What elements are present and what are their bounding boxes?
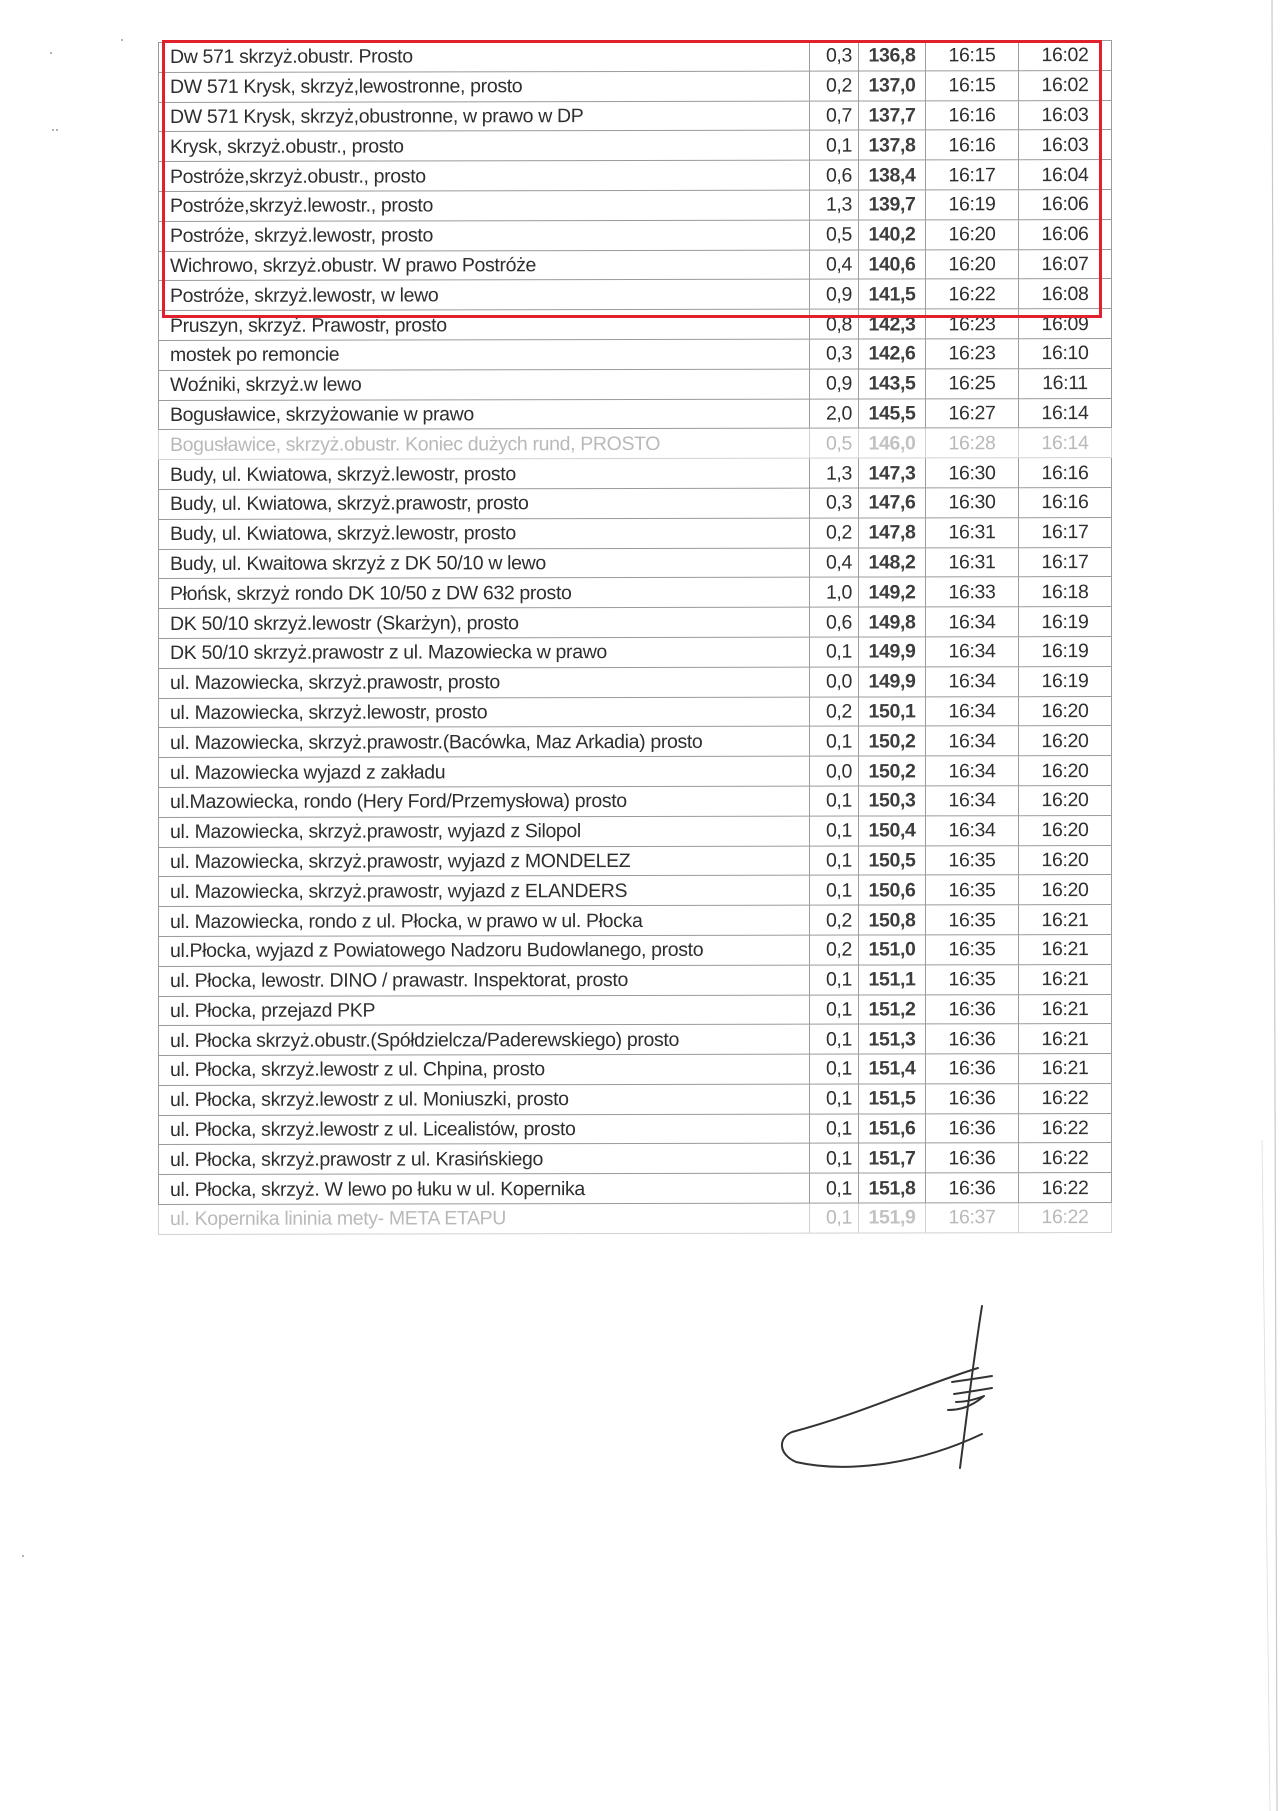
- table-row: [159, 219, 1112, 251]
- time-fast: 16:02: [1019, 41, 1112, 71]
- time-slow: 16:36: [926, 1054, 1019, 1084]
- time-fast: 16:17: [1019, 517, 1112, 547]
- cumulative-distance: 140,2: [859, 220, 926, 250]
- waypoint-description: Postróże, skrzyż.lewostr, prosto: [159, 220, 810, 251]
- waypoint-description: ul. Płocka, skrzyż.lewostr z ul. Chpina, prosto: [159, 1054, 810, 1085]
- table-row: [159, 994, 1112, 1026]
- table-row: [159, 815, 1112, 847]
- scan-speck: [50, 52, 52, 54]
- segment-distance: 0,1: [810, 637, 859, 667]
- time-slow: 16:34: [926, 786, 1019, 816]
- time-slow: 16:35: [926, 935, 1019, 965]
- time-fast: 16:21: [1019, 934, 1112, 964]
- time-fast: 16:22: [1019, 1173, 1112, 1203]
- cumulative-distance: 150,2: [859, 756, 926, 786]
- cumulative-distance: 147,8: [859, 518, 926, 548]
- waypoint-description: DK 50/10 skrzyż.prawostr z ul. Mazowiecka w prawo: [159, 637, 810, 668]
- waypoint-description: ul. Płocka skrzyż.obustr.(Spółdzielcza/Paderewskiego) prosto: [159, 1024, 810, 1055]
- table-row: [159, 607, 1112, 639]
- time-slow: 16:19: [926, 190, 1019, 220]
- cumulative-distance: 151,2: [859, 994, 926, 1024]
- scan-speck: [121, 39, 123, 41]
- cumulative-distance: 150,2: [859, 726, 926, 756]
- waypoint-description: Budy, ul. Kwiatowa, skrzyż.prawostr, prosto: [159, 488, 810, 519]
- waypoint-description: ul. Mazowiecka wyjazd z zakładu: [159, 756, 810, 787]
- time-slow: 16:30: [926, 458, 1019, 488]
- time-slow: 16:17: [926, 160, 1019, 190]
- cumulative-distance: 151,1: [859, 965, 926, 995]
- table-row: [159, 1054, 1112, 1086]
- table-row: [159, 160, 1112, 192]
- waypoint-description: ul. Płocka, skrzyż.prawostr z ul. Krasińskiego: [159, 1144, 810, 1175]
- time-slow: 16:34: [926, 756, 1019, 786]
- waypoint-description: Budy, ul. Kwiatowa, skrzyż.lewostr, prosto: [159, 518, 810, 549]
- cumulative-distance: 140,6: [859, 249, 926, 279]
- cumulative-distance: 149,2: [859, 577, 926, 607]
- cumulative-distance: 149,8: [859, 607, 926, 637]
- time-fast: 16:22: [1019, 1113, 1112, 1143]
- time-fast: 16:17: [1019, 547, 1112, 577]
- time-fast: 16:09: [1019, 309, 1112, 339]
- table-row: [159, 726, 1112, 758]
- time-fast: 16:03: [1019, 130, 1112, 160]
- scan-speck: [52, 129, 54, 131]
- waypoint-description: Bogusławice, skrzyżowanie w prawo: [159, 399, 810, 430]
- cumulative-distance: 151,9: [859, 1203, 926, 1233]
- table-row: [159, 636, 1112, 668]
- time-fast: 16:03: [1019, 100, 1112, 130]
- segment-distance: 0,6: [810, 160, 859, 190]
- waypoint-description: ul. Płocka, skrzyż.lewostr z ul. Licealistów, prosto: [159, 1114, 810, 1145]
- time-slow: 16:36: [926, 1084, 1019, 1114]
- segment-distance: 1,0: [810, 577, 859, 607]
- time-slow: 16:30: [926, 488, 1019, 518]
- waypoint-description: ul. Płocka, skrzyż. W lewo po łuku w ul. Kopernika: [159, 1173, 810, 1204]
- waypoint-description: ul.Mazowiecka, rondo (Hery Ford/Przemysłowa) prosto: [159, 786, 810, 817]
- cumulative-distance: 149,9: [859, 667, 926, 697]
- time-slow: 16:35: [926, 845, 1019, 875]
- table-row: [159, 905, 1112, 937]
- time-slow: 16:35: [926, 964, 1019, 994]
- table-row: [159, 577, 1112, 609]
- segment-distance: 0,1: [810, 1144, 859, 1174]
- waypoint-description: mostek po remoncie: [159, 339, 810, 370]
- waypoint-description: ul. Mazowiecka, rondo z ul. Płocka, w prawo w ul. Płocka: [159, 905, 810, 936]
- time-slow: 16:15: [926, 70, 1019, 100]
- table-row: [159, 249, 1112, 281]
- segment-distance: 0,2: [810, 518, 859, 548]
- time-fast: 16:11: [1019, 368, 1112, 398]
- cumulative-distance: 151,5: [859, 1084, 926, 1114]
- cumulative-distance: 150,6: [859, 875, 926, 905]
- waypoint-description: Krysk, skrzyż.obustr., prosto: [159, 131, 810, 162]
- table-row: [159, 696, 1112, 728]
- table-row: [159, 309, 1112, 341]
- time-slow: 16:15: [926, 41, 1019, 71]
- waypoint-description: Budy, ul. Kwaitowa skrzyż z DK 50/10 w lewo: [159, 548, 810, 579]
- cumulative-distance: 151,4: [859, 1054, 926, 1084]
- segment-distance: 0,4: [810, 250, 859, 280]
- waypoint-description: Pruszyn, skrzyż. Prawostr, prosto: [159, 309, 810, 340]
- time-fast: 16:02: [1019, 70, 1112, 100]
- segment-distance: 0,2: [810, 697, 859, 727]
- time-slow: 16:34: [926, 696, 1019, 726]
- segment-distance: 0,5: [810, 220, 859, 250]
- cumulative-distance: 143,5: [859, 369, 926, 399]
- table-row: [159, 100, 1112, 132]
- time-fast: 16:21: [1019, 1054, 1112, 1084]
- cumulative-distance: 147,6: [859, 488, 926, 518]
- waypoint-description: ul. Mazowiecka, skrzyż.prawostr, wyjazd z Silopol: [159, 816, 810, 847]
- cumulative-distance: 151,6: [859, 1114, 926, 1144]
- time-fast: 16:21: [1019, 905, 1112, 935]
- time-fast: 16:20: [1019, 845, 1112, 875]
- time-fast: 16:06: [1019, 189, 1112, 219]
- waypoint-description: ul. Mazowiecka, skrzyż.prawostr, wyjazd z MONDELEZ: [159, 846, 810, 877]
- segment-distance: 0,8: [810, 309, 859, 339]
- segment-distance: 1,3: [810, 190, 859, 220]
- waypoint-description: DW 571 Krysk, skrzyż,obustronne, w prawo w DP: [159, 101, 810, 132]
- time-slow: 16:36: [926, 994, 1019, 1024]
- time-slow: 16:23: [926, 339, 1019, 369]
- waypoint-description: ul. Mazowiecka, skrzyż.lewostr, prosto: [159, 697, 810, 728]
- segment-distance: 0,1: [810, 965, 859, 995]
- waypoint-description: ul. Mazowiecka, skrzyż.prawostr.(Bacówka, Maz Arkadia) prosto: [159, 726, 810, 757]
- time-slow: 16:36: [926, 1173, 1019, 1203]
- table-row: [159, 547, 1112, 579]
- time-fast: 16:20: [1019, 726, 1112, 756]
- time-slow: 16:37: [926, 1203, 1019, 1233]
- segment-distance: 0,1: [810, 816, 859, 846]
- segment-distance: 0,1: [810, 786, 859, 816]
- segment-distance: 0,1: [810, 130, 859, 160]
- table-row: [159, 70, 1112, 102]
- time-fast: 16:20: [1019, 875, 1112, 905]
- waypoint-description: ul. Płocka, lewostr. DINO / prawastr. Inspektorat, prosto: [159, 965, 810, 996]
- cumulative-distance: 136,8: [859, 41, 926, 71]
- waypoint-description: Dw 571 skrzyż.obustr. Prosto: [159, 41, 810, 72]
- segment-distance: 0,7: [810, 101, 859, 131]
- time-fast: 16:22: [1019, 1203, 1112, 1233]
- segment-distance: 0,1: [810, 1054, 859, 1084]
- time-fast: 16:21: [1019, 1024, 1112, 1054]
- time-fast: 16:19: [1019, 607, 1112, 637]
- waypoint-description: Płońsk, skrzyż rondo DK 10/50 z DW 632 prosto: [159, 577, 810, 608]
- time-slow: 16:36: [926, 1143, 1019, 1173]
- time-slow: 16:16: [926, 100, 1019, 130]
- cumulative-distance: 141,5: [859, 279, 926, 309]
- time-slow: 16:35: [926, 875, 1019, 905]
- waypoint-description: ul.Płocka, wyjazd z Powiatowego Nadzoru Budowlanego, prosto: [159, 935, 810, 966]
- table-row: [159, 964, 1112, 996]
- time-slow: 16:34: [926, 607, 1019, 637]
- table-row: [159, 666, 1112, 698]
- cumulative-distance: 147,3: [859, 458, 926, 488]
- cumulative-distance: 142,6: [859, 339, 926, 369]
- segment-distance: 0,1: [810, 726, 859, 756]
- time-slow: 16:22: [926, 279, 1019, 309]
- waypoint-description: ul. Mazowiecka, skrzyż.prawostr, prosto: [159, 667, 810, 698]
- time-slow: 16:34: [926, 637, 1019, 667]
- table-row: [159, 189, 1112, 221]
- time-fast: 16:20: [1019, 696, 1112, 726]
- segment-distance: 0,2: [810, 935, 859, 965]
- cumulative-distance: 150,4: [859, 816, 926, 846]
- table-row: [159, 845, 1112, 877]
- segment-distance: 0,6: [810, 607, 859, 637]
- table-row: [159, 1203, 1112, 1235]
- route-table-body: [159, 41, 1112, 1235]
- time-slow: 16:23: [926, 309, 1019, 339]
- time-fast: 16:18: [1019, 577, 1112, 607]
- waypoint-description: Woźniki, skrzyż.w lewo: [159, 369, 810, 400]
- waypoint-description: Bogusławice, skrzyż.obustr. Koniec dużych rund, PROSTO: [159, 428, 810, 459]
- cumulative-distance: 150,1: [859, 696, 926, 726]
- waypoint-description: Postróże,skrzyż.obustr., prosto: [159, 160, 810, 191]
- table-row: [159, 398, 1112, 430]
- cumulative-distance: 150,5: [859, 845, 926, 875]
- table-row: [159, 756, 1112, 788]
- time-slow: 16:35: [926, 905, 1019, 935]
- waypoint-description: DW 571 Krysk, skrzyż,lewostronne, prosto: [159, 71, 810, 102]
- cumulative-distance: 137,0: [859, 71, 926, 101]
- cumulative-distance: 151,0: [859, 935, 926, 965]
- cumulative-distance: 150,3: [859, 786, 926, 816]
- segment-distance: 0,1: [810, 1024, 859, 1054]
- cumulative-distance: 150,8: [859, 905, 926, 935]
- segment-distance: 1,3: [810, 458, 859, 488]
- cumulative-distance: 148,2: [859, 547, 926, 577]
- segment-distance: 0,3: [810, 339, 859, 369]
- time-slow: 16:34: [926, 726, 1019, 756]
- table-row: [159, 517, 1112, 549]
- waypoint-description: ul. Płocka, skrzyż.lewostr z ul. Moniuszki, prosto: [159, 1084, 810, 1115]
- table-row: [159, 279, 1112, 311]
- time-fast: 16:16: [1019, 458, 1112, 488]
- table-row: [159, 368, 1112, 400]
- table-row: [159, 785, 1112, 817]
- time-fast: 16:21: [1019, 994, 1112, 1024]
- segment-distance: 0,1: [810, 846, 859, 876]
- time-fast: 16:20: [1019, 785, 1112, 815]
- time-slow: 16:28: [926, 428, 1019, 458]
- waypoint-description: DK 50/10 skrzyż.lewostr (Skarżyn), prosto: [159, 607, 810, 638]
- time-fast: 16:14: [1019, 398, 1112, 428]
- segment-distance: 0,1: [810, 1114, 859, 1144]
- waypoint-description: ul. Kopernika lininia mety- META ETAPU: [159, 1203, 810, 1234]
- table-row: [159, 487, 1112, 519]
- time-fast: 16:10: [1019, 338, 1112, 368]
- table-row: [159, 1113, 1112, 1145]
- time-fast: 16:22: [1019, 1143, 1112, 1173]
- handwritten-signature: [770, 1296, 1040, 1496]
- waypoint-description: ul. Płocka, przejazd PKP: [159, 995, 810, 1026]
- segment-distance: 0,0: [810, 756, 859, 786]
- table-row: [159, 130, 1112, 162]
- segment-distance: 0,1: [810, 995, 859, 1025]
- segment-distance: 0,5: [810, 428, 859, 458]
- table-row: [159, 458, 1112, 490]
- time-slow: 16:20: [926, 249, 1019, 279]
- time-slow: 16:16: [926, 130, 1019, 160]
- table-row: [159, 1024, 1112, 1056]
- table-row: [159, 428, 1112, 460]
- time-fast: 16:16: [1019, 487, 1112, 517]
- table-row: [159, 41, 1112, 73]
- time-fast: 16:07: [1019, 249, 1112, 279]
- waypoint-description: Budy, ul. Kwiatowa, skrzyż.lewostr, prosto: [159, 458, 810, 489]
- segment-distance: 0,0: [810, 667, 859, 697]
- time-fast: 16:04: [1019, 160, 1112, 190]
- time-slow: 16:31: [926, 517, 1019, 547]
- time-fast: 16:08: [1019, 279, 1112, 309]
- segment-distance: 0,1: [810, 1084, 859, 1114]
- cumulative-distance: 139,7: [859, 190, 926, 220]
- cumulative-distance: 145,5: [859, 398, 926, 428]
- time-fast: 16:22: [1019, 1083, 1112, 1113]
- time-slow: 16:34: [926, 666, 1019, 696]
- time-slow: 16:27: [926, 398, 1019, 428]
- cumulative-distance: 138,4: [859, 160, 926, 190]
- cumulative-distance: 137,8: [859, 130, 926, 160]
- time-fast: 16:06: [1019, 219, 1112, 249]
- segment-distance: 0,9: [810, 369, 859, 399]
- time-slow: 16:34: [926, 815, 1019, 845]
- route-table: [158, 40, 1112, 1235]
- waypoint-description: Postróże,skrzyż.lewostr., prosto: [159, 190, 810, 221]
- time-slow: 16:36: [926, 1024, 1019, 1054]
- table-row: [159, 338, 1112, 370]
- table-row: [159, 934, 1112, 966]
- cumulative-distance: 151,3: [859, 1024, 926, 1054]
- table-row: [159, 1143, 1112, 1175]
- segment-distance: 0,2: [810, 71, 859, 101]
- cumulative-distance: 149,9: [859, 637, 926, 667]
- waypoint-description: ul. Mazowiecka, skrzyż.prawostr, wyjazd z ELANDERS: [159, 875, 810, 906]
- time-slow: 16:20: [926, 219, 1019, 249]
- segment-distance: 0,3: [810, 41, 859, 71]
- time-fast: 16:21: [1019, 964, 1112, 994]
- segment-distance: 0,4: [810, 548, 859, 578]
- waypoint-description: Postróże, skrzyż.lewostr, w lewo: [159, 280, 810, 311]
- time-fast: 16:20: [1019, 815, 1112, 845]
- segment-distance: 0,1: [810, 1203, 859, 1233]
- time-fast: 16:19: [1019, 636, 1112, 666]
- segment-distance: 2,0: [810, 399, 859, 429]
- table-row: [159, 1173, 1112, 1205]
- cumulative-distance: 137,7: [859, 100, 926, 130]
- waypoint-description: Wichrowo, skrzyż.obustr. W prawo Postróże: [159, 250, 810, 281]
- scan-speck: [22, 1555, 24, 1557]
- segment-distance: 0,3: [810, 488, 859, 518]
- segment-distance: 0,1: [810, 875, 859, 905]
- segment-distance: 0,9: [810, 279, 859, 309]
- time-slow: 16:33: [926, 577, 1019, 607]
- time-slow: 16:31: [926, 547, 1019, 577]
- time-slow: 16:25: [926, 368, 1019, 398]
- cumulative-distance: 151,7: [859, 1143, 926, 1173]
- segment-distance: 0,1: [810, 1173, 859, 1203]
- time-fast: 16:19: [1019, 666, 1112, 696]
- cumulative-distance: 146,0: [859, 428, 926, 458]
- cumulative-distance: 151,8: [859, 1173, 926, 1203]
- time-slow: 16:36: [926, 1113, 1019, 1143]
- segment-distance: 0,2: [810, 905, 859, 935]
- table-row: [159, 1083, 1112, 1115]
- scan-speck: [56, 129, 58, 131]
- time-fast: 16:20: [1019, 756, 1112, 786]
- cumulative-distance: 142,3: [859, 309, 926, 339]
- time-fast: 16:14: [1019, 428, 1112, 458]
- table-row: [159, 875, 1112, 907]
